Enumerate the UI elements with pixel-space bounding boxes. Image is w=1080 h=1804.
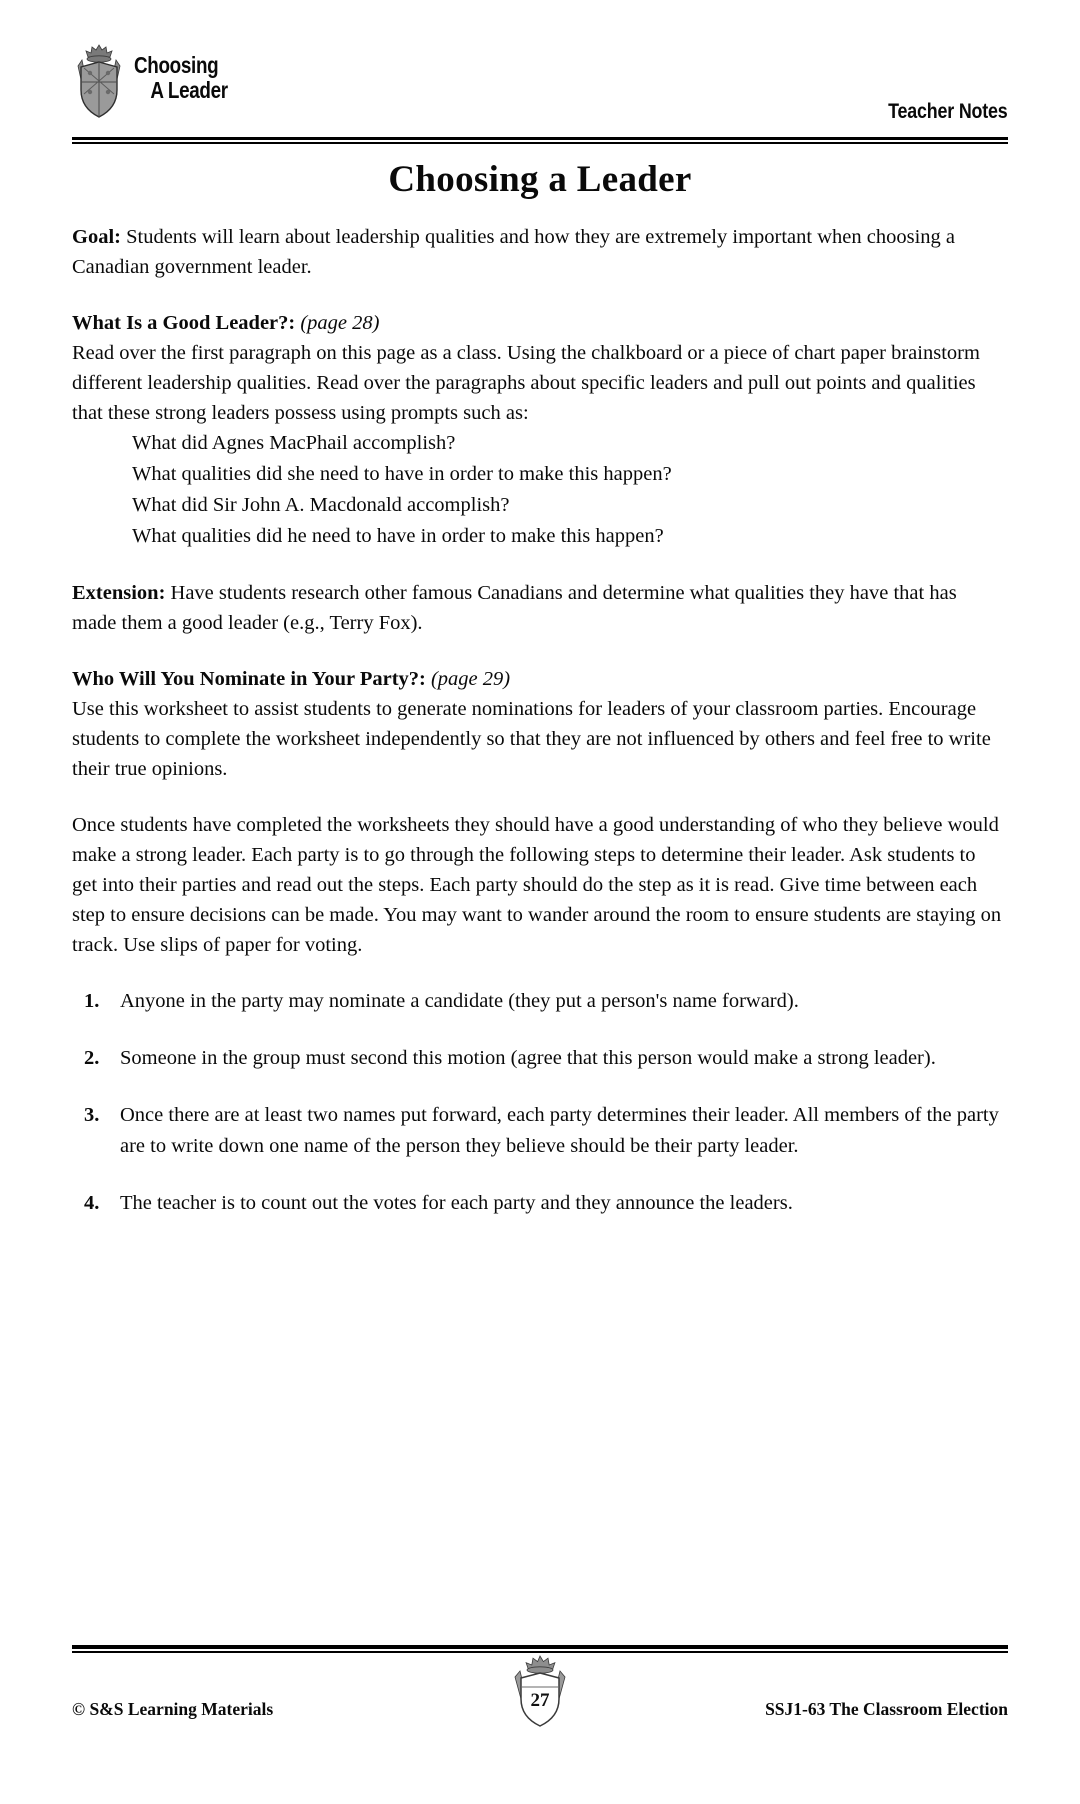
good-leader-heading (72, 308, 1002, 338)
page-title: Choosing a Leader (388, 159, 692, 200)
list-item: What qualities did she need to have in order to make this happen? (132, 463, 672, 485)
page-footer (72, 1645, 1008, 1720)
extension-paragraph (72, 578, 1002, 638)
good-leader-heading-text: What Is a Good Leader?: (72, 312, 296, 334)
procedure-steps-list (72, 986, 1002, 1219)
list-item: Someone in the group must second this motion (agree that this person would make a strong leader). (120, 1047, 936, 1069)
header-rule (72, 137, 1008, 144)
extension-text: Have students research other famous Canadians and determine what qualities they have that has made them a good leader (e.g., Terry Fox). (72, 582, 957, 634)
header-branding (72, 28, 248, 134)
prompt-question-list (72, 428, 1002, 552)
crest-icon (72, 42, 126, 120)
nominate-body: Use this worksheet to assist students to generate nominations for leaders of your classroom parties. Encourage students to complete the worksheet independently so that they are not influenced by others and feel free to write their true opinions. (72, 698, 991, 780)
goal-label: Goal: (72, 226, 121, 248)
nominate-body-2: Once students have completed the worksheets they should have a good understanding of who they believe would make a strong leader. Each party is to go through the following steps to determine their leader. Ask students to get into their parties and read out the steps. Each party should do the step as it is read. Give time between each step to ensure decisions can be made. You may want to wander around the room to ensure students are staying on track. Use slips of paper for voting. (72, 814, 1002, 956)
footer-copyright: © S&S Learning Materials (72, 1699, 274, 1719)
footer-page-crest (509, 1654, 571, 1732)
document-body (72, 222, 1002, 1219)
nominate-heading (72, 664, 1002, 694)
goal-text: Students will learn about leadership qualities and how they are extremely important when choosing a Canadian government leader. (72, 226, 955, 278)
extension-label: Extension: (72, 582, 166, 604)
list-item: What did Sir John A. Macdonald accomplish? (132, 494, 510, 516)
list-item: Once there are at least two names put forward, each party determines their leader. All members of the party are to write down one name of the person they believe should be their party leader. (120, 1104, 999, 1157)
footer-page-number: 27 (530, 1690, 550, 1711)
good-leader-page-ref: (page 28) (300, 312, 380, 334)
header-logo-line1: Choosing (134, 52, 219, 78)
list-item: Anyone in the party may nominate a candidate (they put a person's name forward). (120, 990, 799, 1012)
footer-rule (72, 1645, 1008, 1653)
list-item: What qualities did he need to have in order to make this happen? (132, 525, 664, 547)
header-section-label: Teacher Notes (888, 100, 1008, 123)
footer-product-code: SSJ1-63 The Classroom Election (765, 1699, 1008, 1719)
page-header (72, 52, 1008, 144)
list-item: The teacher is to count out the votes for each party and they announce the leaders. (120, 1192, 793, 1214)
nominate-page-ref: (page 29) (430, 668, 511, 690)
list-item: What did Agnes MacPhail accomplish? (132, 432, 456, 454)
nominate-heading-text: Who Will You Nominate in Your Party?: (72, 668, 426, 690)
goal-paragraph (72, 222, 1002, 282)
good-leader-body: Read over the first paragraph on this page as a class. Using the chalkboard or a piece of chart paper brainstorm different leadership qualities. Read over the paragraphs about specific leaders and pull out points and qualities that these strong leaders possess using prompts such as: (72, 342, 980, 424)
header-logo-text (134, 28, 228, 134)
header-logo-line2: A Leader (150, 77, 228, 103)
